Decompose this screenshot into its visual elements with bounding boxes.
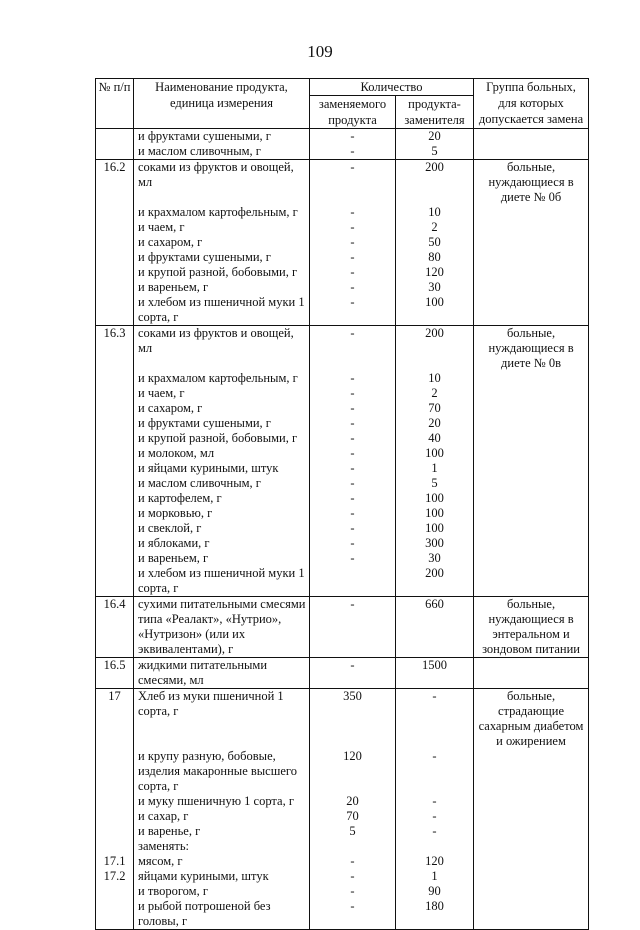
row-name: и фруктами сушеными, г [134, 129, 310, 145]
row-group [474, 899, 589, 930]
row-name: и молоком, мл [134, 446, 310, 461]
row-qty-replaced: - [310, 446, 396, 461]
row-name: и хлебом из пшеничной муки 1 сорта, г [134, 566, 310, 597]
row-number [96, 401, 134, 416]
row-group [474, 839, 589, 854]
row-qty-replaced: 120 [310, 749, 396, 794]
row-qty-replaced: - [310, 884, 396, 899]
row-qty-replaced: - [310, 491, 396, 506]
row-number [96, 551, 134, 566]
row-qty-substitute: 200 [396, 566, 474, 597]
row-number: 17.2 [96, 869, 134, 884]
row-qty-substitute: 200 [396, 326, 474, 372]
row-number [96, 794, 134, 809]
row-number [96, 521, 134, 536]
row-number: 16.4 [96, 597, 134, 658]
table-row [96, 536, 589, 551]
row-qty-substitute: 10 [396, 205, 474, 220]
row-qty-substitute: 40 [396, 431, 474, 446]
row-group [474, 491, 589, 506]
table-row [96, 794, 589, 809]
row-number [96, 205, 134, 220]
row-group [474, 205, 589, 220]
row-group [474, 869, 589, 884]
row-number [96, 566, 134, 597]
row-number [96, 129, 134, 145]
row-name: и картофелем, г [134, 491, 310, 506]
row-qty-replaced: - [310, 536, 396, 551]
table-row [96, 884, 589, 899]
row-qty-replaced [310, 566, 396, 597]
page-number: 109 [307, 42, 333, 61]
row-name: и крахмалом картофельным, г [134, 205, 310, 220]
row-qty-substitute: 1 [396, 461, 474, 476]
table-row [96, 839, 589, 854]
row-number [96, 235, 134, 250]
table-row [96, 506, 589, 521]
row-qty-replaced: - [310, 386, 396, 401]
row-number [96, 839, 134, 854]
row-qty-substitute: 660 [396, 597, 474, 658]
row-qty-replaced: - [310, 160, 396, 206]
table-row [96, 658, 589, 689]
row-name: и яйцами куриными, штук [134, 461, 310, 476]
row-name: и маслом сливочным, г [134, 476, 310, 491]
table-row [96, 295, 589, 326]
row-qty-replaced: - [310, 220, 396, 235]
row-group [474, 461, 589, 476]
row-qty-replaced: - [310, 854, 396, 869]
row-group [474, 824, 589, 839]
row-qty-substitute: 2 [396, 220, 474, 235]
row-number [96, 824, 134, 839]
row-group [474, 371, 589, 386]
row-qty-substitute: 70 [396, 401, 474, 416]
row-group [474, 566, 589, 597]
row-name: и фруктами сушеными, г [134, 250, 310, 265]
table-row [96, 326, 589, 372]
row-qty-substitute: 20 [396, 129, 474, 145]
row-number [96, 220, 134, 235]
row-name: и яблоками, г [134, 536, 310, 551]
row-name: и маслом сливочным, г [134, 144, 310, 160]
row-group [474, 521, 589, 536]
table-row [96, 205, 589, 220]
row-qty-substitute: - [396, 794, 474, 809]
row-qty-substitute: 100 [396, 491, 474, 506]
row-qty-substitute: 50 [396, 235, 474, 250]
table-row [96, 401, 589, 416]
row-group: больные, страдающие сахарным диабетом и ожирением [474, 689, 589, 750]
row-qty-replaced: - [310, 401, 396, 416]
header-name: Наименование продукта, единица измерения [134, 79, 310, 129]
table-body [96, 129, 589, 930]
row-name: и чаем, г [134, 220, 310, 235]
row-qty-replaced: - [310, 205, 396, 220]
table-row [96, 689, 589, 750]
row-number [96, 280, 134, 295]
row-number [96, 809, 134, 824]
row-name: и крупой разной, бобовыми, г [134, 265, 310, 280]
row-qty-substitute: 30 [396, 280, 474, 295]
row-group [474, 854, 589, 869]
row-qty-replaced: - [310, 521, 396, 536]
row-name: соками из фруктов и овощей, мл [134, 326, 310, 372]
row-qty-substitute: 180 [396, 899, 474, 930]
row-name: и творогом, г [134, 884, 310, 899]
row-name: Хлеб из муки пшеничной 1 сорта, г [134, 689, 310, 750]
row-group [474, 446, 589, 461]
row-qty-replaced [310, 839, 396, 854]
table-row [96, 461, 589, 476]
row-group [474, 551, 589, 566]
row-group [474, 506, 589, 521]
row-qty-replaced: - [310, 295, 396, 326]
row-group [474, 536, 589, 551]
row-qty-replaced: - [310, 476, 396, 491]
row-group [474, 220, 589, 235]
row-qty-substitute: 300 [396, 536, 474, 551]
row-group [474, 250, 589, 265]
row-name: жидкими питательными смесями, мл [134, 658, 310, 689]
table-row [96, 899, 589, 930]
row-group: больные, нуждающиеся в диете № 0в [474, 326, 589, 372]
row-group [474, 749, 589, 794]
table-row [96, 160, 589, 206]
row-qty-substitute: 1500 [396, 658, 474, 689]
row-qty-replaced: 70 [310, 809, 396, 824]
row-number: 17 [96, 689, 134, 750]
row-qty-replaced: - [310, 129, 396, 145]
table-row [96, 235, 589, 250]
row-qty-replaced: - [310, 597, 396, 658]
table-row [96, 144, 589, 160]
row-number [96, 461, 134, 476]
row-qty-replaced: - [310, 280, 396, 295]
row-qty-replaced: - [310, 431, 396, 446]
row-qty-replaced: - [310, 235, 396, 250]
row-number [96, 295, 134, 326]
row-number [96, 386, 134, 401]
row-qty-replaced: - [310, 371, 396, 386]
row-qty-replaced: - [310, 899, 396, 930]
table-row [96, 386, 589, 401]
row-group [474, 144, 589, 160]
row-group [474, 476, 589, 491]
row-group [474, 658, 589, 689]
row-qty-substitute: 100 [396, 446, 474, 461]
table-row [96, 491, 589, 506]
row-qty-replaced: - [310, 461, 396, 476]
row-qty-replaced: - [310, 506, 396, 521]
row-qty-substitute: 30 [396, 551, 474, 566]
row-qty-substitute: 20 [396, 416, 474, 431]
row-name: сухими питательными смесями типа «Реалакт», «Нутрио», «Нутризон» (или их эквивалентами), г [134, 597, 310, 658]
row-group [474, 431, 589, 446]
row-qty-substitute: 120 [396, 854, 474, 869]
header-group: Группа больных, для которых допускается замена [474, 79, 589, 129]
table-row [96, 566, 589, 597]
row-name: и сахаром, г [134, 401, 310, 416]
row-qty-replaced: - [310, 869, 396, 884]
row-number [96, 250, 134, 265]
row-group [474, 386, 589, 401]
table-row [96, 854, 589, 869]
row-name: и крахмалом картофельным, г [134, 371, 310, 386]
row-number [96, 446, 134, 461]
row-number [96, 476, 134, 491]
row-qty-substitute: 10 [396, 371, 474, 386]
table-row [96, 809, 589, 824]
row-group [474, 401, 589, 416]
row-number [96, 144, 134, 160]
row-qty-substitute: - [396, 689, 474, 750]
row-qty-replaced: 350 [310, 689, 396, 750]
row-qty-replaced: - [310, 144, 396, 160]
row-name: и муку пшеничную 1 сорта, г [134, 794, 310, 809]
row-qty-substitute: - [396, 749, 474, 794]
substitution-table [95, 78, 589, 930]
row-qty-substitute: - [396, 809, 474, 824]
row-group: больные, нуждающиеся в энтеральном и зондовом питании [474, 597, 589, 658]
table-row [96, 476, 589, 491]
row-number: 17.1 [96, 854, 134, 869]
row-qty-substitute: 5 [396, 476, 474, 491]
row-qty-substitute: 120 [396, 265, 474, 280]
row-number [96, 536, 134, 551]
row-number [96, 899, 134, 930]
row-name: и морковью, г [134, 506, 310, 521]
row-group [474, 129, 589, 145]
row-qty-substitute: 1 [396, 869, 474, 884]
row-name: яйцами куриными, штук [134, 869, 310, 884]
row-number [96, 431, 134, 446]
row-number: 16.5 [96, 658, 134, 689]
row-name: и хлебом из пшеничной муки 1 сорта, г [134, 295, 310, 326]
row-group [474, 235, 589, 250]
row-name: и чаем, г [134, 386, 310, 401]
row-number: 16.2 [96, 160, 134, 206]
table-row [96, 551, 589, 566]
table-row [96, 371, 589, 386]
row-name: и сахар, г [134, 809, 310, 824]
table-row [96, 749, 589, 794]
row-qty-substitute: 2 [396, 386, 474, 401]
table-row [96, 280, 589, 295]
table-row [96, 250, 589, 265]
row-group: больные, нуждающиеся в диете № 0б [474, 160, 589, 206]
header-qty-substitute: продукта-заменителя [396, 96, 474, 129]
row-name: соками из фруктов и овощей, мл [134, 160, 310, 206]
table-row [96, 220, 589, 235]
row-qty-replaced: - [310, 265, 396, 280]
table-row [96, 521, 589, 536]
row-group [474, 884, 589, 899]
row-qty-substitute: 100 [396, 295, 474, 326]
row-qty-substitute: 100 [396, 521, 474, 536]
row-group [474, 295, 589, 326]
row-qty-replaced: - [310, 250, 396, 265]
row-number [96, 265, 134, 280]
row-qty-replaced: - [310, 551, 396, 566]
row-qty-replaced: - [310, 416, 396, 431]
row-name: и вареньем, г [134, 280, 310, 295]
row-name: и сахаром, г [134, 235, 310, 250]
row-group [474, 280, 589, 295]
row-name: и варенье, г [134, 824, 310, 839]
table-row [96, 416, 589, 431]
row-name: и свеклой, г [134, 521, 310, 536]
row-number [96, 416, 134, 431]
row-group [474, 809, 589, 824]
table-row [96, 869, 589, 884]
row-qty-substitute: 200 [396, 160, 474, 206]
row-qty-substitute: - [396, 824, 474, 839]
row-group [474, 416, 589, 431]
row-qty-replaced: 20 [310, 794, 396, 809]
row-name: и крупой разной, бобовыми, г [134, 431, 310, 446]
table-row [96, 265, 589, 280]
table-row [96, 446, 589, 461]
row-number [96, 884, 134, 899]
row-number: 16.3 [96, 326, 134, 372]
table-row [96, 824, 589, 839]
row-name: мясом, г [134, 854, 310, 869]
row-number [96, 506, 134, 521]
row-name: заменять: [134, 839, 310, 854]
row-qty-replaced: 5 [310, 824, 396, 839]
row-group [474, 794, 589, 809]
row-name: и крупу разную, бобовые, изделия макаронные высшего сорта, г [134, 749, 310, 794]
table-row [96, 431, 589, 446]
table-row [96, 597, 589, 658]
row-group [474, 265, 589, 280]
header-qty-replaced: заменяемого продукта [310, 96, 396, 129]
header-num: № п/п [96, 79, 134, 129]
row-number [96, 371, 134, 386]
row-qty-substitute: 90 [396, 884, 474, 899]
row-number [96, 749, 134, 794]
row-number [96, 491, 134, 506]
row-qty-replaced: - [310, 658, 396, 689]
row-name: и рыбой потрошеной без головы, г [134, 899, 310, 930]
row-qty-substitute: 100 [396, 506, 474, 521]
row-qty-substitute [396, 839, 474, 854]
table-row [96, 129, 589, 145]
row-qty-substitute: 5 [396, 144, 474, 160]
row-name: и вареньем, г [134, 551, 310, 566]
row-name: и фруктами сушеными, г [134, 416, 310, 431]
header-qty: Количество [310, 79, 474, 96]
row-qty-replaced: - [310, 326, 396, 372]
row-qty-substitute: 80 [396, 250, 474, 265]
